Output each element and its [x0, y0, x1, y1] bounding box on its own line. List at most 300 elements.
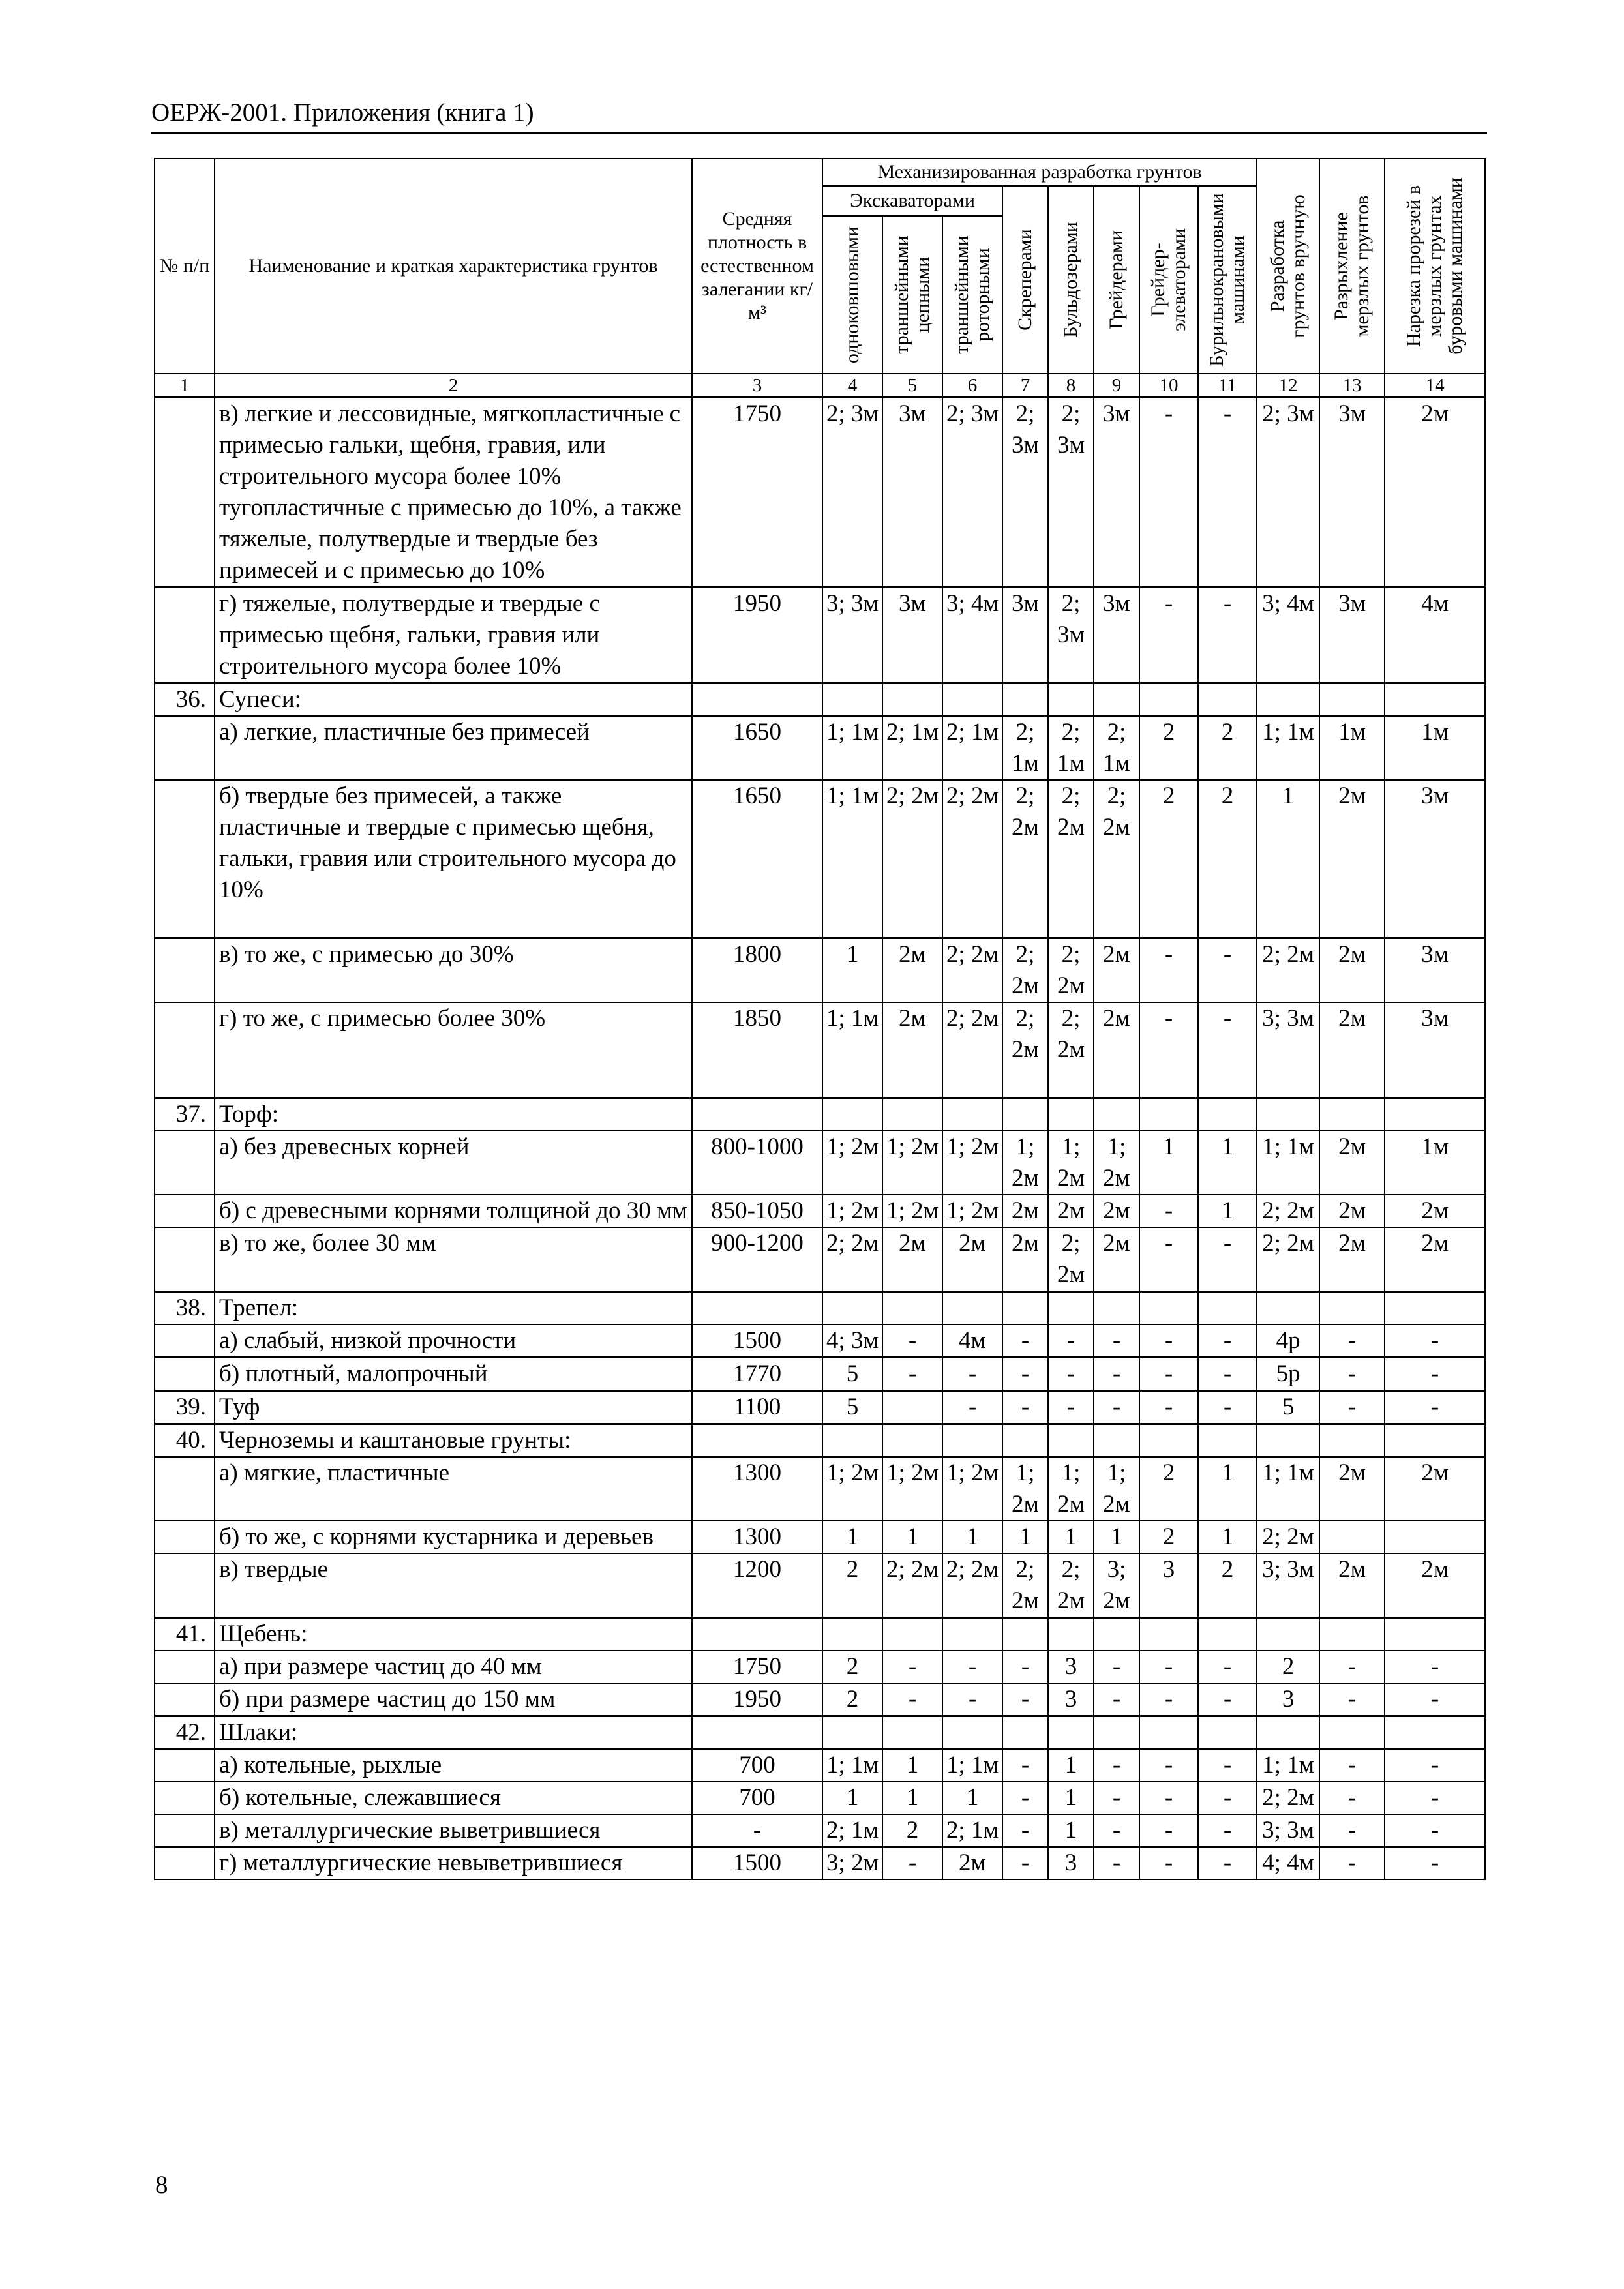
category-value: -: [1139, 398, 1198, 588]
category-value: -: [882, 1683, 942, 1716]
category-value: -: [1319, 1749, 1385, 1782]
soil-name: а) мягкие, пластичные: [215, 1457, 692, 1521]
category-value: -: [942, 1683, 1002, 1716]
category-value: 1; 2м: [822, 1195, 882, 1227]
category-value: 1; 1м: [942, 1749, 1002, 1782]
head-grader-elevators: Грейдер-элеваторами: [1139, 186, 1198, 374]
category-value: 1: [822, 1521, 882, 1553]
category-value: -: [1385, 1814, 1485, 1847]
table-row: [155, 1424, 1485, 1458]
row-number: [155, 1553, 215, 1618]
density-value: 1950: [692, 1683, 822, 1716]
col-number: 5: [882, 374, 942, 398]
category-value: -: [1385, 1847, 1485, 1879]
category-value: [1319, 1618, 1385, 1651]
category-value: 1; 2м: [822, 1457, 882, 1521]
head-graders: Грейдерами: [1094, 186, 1139, 374]
category-value: 2; 2м: [1257, 1521, 1319, 1553]
row-number: 41.: [155, 1618, 215, 1651]
head-cutting: Нарезка прорезей в мерзлых грунтах буровыми машинами: [1385, 158, 1485, 374]
density-value: [692, 1716, 822, 1750]
category-value: 2м: [1385, 1195, 1485, 1227]
category-value: -: [1385, 1651, 1485, 1683]
category-value: [1257, 1424, 1319, 1458]
category-value: [1048, 1098, 1094, 1131]
category-value: -: [1094, 1782, 1139, 1814]
category-value: [1048, 683, 1094, 717]
category-value: [882, 1716, 942, 1750]
category-value: 1: [1139, 1131, 1198, 1195]
table-row: [155, 716, 1485, 780]
density-value: [692, 1618, 822, 1651]
category-value: [822, 683, 882, 717]
category-value: [882, 1424, 942, 1458]
category-value: 3м: [1385, 780, 1485, 938]
category-value: 2; 2м: [942, 938, 1002, 1003]
category-value: 3; 3м: [1257, 1002, 1319, 1098]
category-value: [1385, 1424, 1485, 1458]
category-value: 2м: [1385, 1227, 1485, 1292]
category-value: 1: [1048, 1814, 1094, 1847]
category-value: -: [1139, 1227, 1198, 1292]
row-number: [155, 1749, 215, 1782]
density-value: 1100: [692, 1391, 822, 1424]
category-value: -: [1002, 1683, 1048, 1716]
category-value: -: [1319, 1814, 1385, 1847]
soil-name: б) с древесными корнями толщиной до 30 мм: [215, 1195, 692, 1227]
table-row: [155, 1391, 1485, 1424]
category-value: 2м: [1094, 938, 1139, 1003]
soil-name: Трепел:: [215, 1292, 692, 1325]
category-value: 2м: [1385, 1553, 1485, 1618]
category-value: 2м: [882, 938, 942, 1003]
category-value: 1; 2м: [1002, 1131, 1048, 1195]
category-value: [1139, 1618, 1198, 1651]
soil-name: г) тяжелые, полутвердые и твердые с примесью щебня, гальки, гравия или строительного мусора более 10%: [215, 588, 692, 683]
category-value: -: [882, 1324, 942, 1358]
category-value: 1: [1048, 1521, 1094, 1553]
density-value: 800-1000: [692, 1131, 822, 1195]
table-row: [155, 1521, 1485, 1553]
running-header: ОЕРЖ-2001. Приложения (книга 1): [151, 98, 534, 127]
category-value: [1048, 1618, 1094, 1651]
soil-name: Супеси:: [215, 683, 692, 717]
category-value: 1; 1м: [822, 1002, 882, 1098]
category-value: [822, 1098, 882, 1131]
category-value: 2; 1м: [1048, 716, 1094, 780]
density-value: 1950: [692, 588, 822, 683]
category-value: 2: [1139, 780, 1198, 938]
table-row: [155, 1553, 1485, 1618]
category-value: -: [1002, 1324, 1048, 1358]
soil-name: в) легкие и лессовидные, мягкопластичные с примесью гальки, щебня, гравия, или строительного мусора более 10% тугопластичные с примесью до 10%, а также тяжелые, полутвердые и твердые без примесей и с примесью до 10%: [215, 398, 692, 588]
category-value: [1002, 1716, 1048, 1750]
category-value: [1002, 1098, 1048, 1131]
table-row: [155, 1324, 1485, 1358]
category-value: 2м: [1002, 1195, 1048, 1227]
category-value: 3м: [882, 588, 942, 683]
category-value: -: [1002, 1847, 1048, 1879]
soil-name: б) при размере частиц до 150 мм: [215, 1683, 692, 1716]
soil-name: а) котельные, рыхлые: [215, 1749, 692, 1782]
soil-name: б) то же, с корнями кустарника и деревьев: [215, 1521, 692, 1553]
category-value: -: [1198, 588, 1257, 683]
category-value: 3м: [1094, 588, 1139, 683]
category-value: [822, 1292, 882, 1325]
row-number: [155, 1131, 215, 1195]
category-value: -: [1048, 1391, 1094, 1424]
category-value: 1: [1198, 1131, 1257, 1195]
category-value: 3м: [1319, 588, 1385, 683]
category-value: 3; 3м: [822, 588, 882, 683]
category-value: [1002, 683, 1048, 717]
category-value: 4; 4м: [1257, 1847, 1319, 1879]
category-value: 3: [1048, 1847, 1094, 1879]
category-value: [1257, 683, 1319, 717]
category-value: -: [882, 1651, 942, 1683]
category-value: [1139, 1424, 1198, 1458]
category-value: [1385, 1098, 1485, 1131]
category-value: 2м: [1319, 780, 1385, 938]
category-value: [1198, 1716, 1257, 1750]
category-value: -: [942, 1391, 1002, 1424]
category-value: 2: [1139, 1457, 1198, 1521]
category-value: 1; 2м: [1002, 1457, 1048, 1521]
category-value: [1257, 1292, 1319, 1325]
category-value: 3: [1257, 1683, 1319, 1716]
category-value: -: [1139, 1391, 1198, 1424]
category-value: 2; 3м: [1002, 398, 1048, 588]
category-value: 2: [1198, 1553, 1257, 1618]
category-value: 2; 2м: [1048, 1553, 1094, 1618]
category-value: -: [1198, 1814, 1257, 1847]
head-name: Наименование и краткая характеристика грунтов: [215, 158, 692, 374]
row-number: [155, 1324, 215, 1358]
table-row: [155, 1098, 1485, 1131]
head-single-bucket: одноковшовыми: [822, 216, 882, 374]
category-value: 2; 2м: [1048, 1002, 1094, 1098]
category-value: -: [1002, 1814, 1048, 1847]
col-number: 6: [942, 374, 1002, 398]
category-value: [1139, 1716, 1198, 1750]
category-value: 2; 2м: [1257, 1195, 1319, 1227]
density-value: 1650: [692, 716, 822, 780]
category-value: 1; 1м: [1257, 1749, 1319, 1782]
category-value: 1; 2м: [882, 1457, 942, 1521]
category-value: [1139, 683, 1198, 717]
category-value: [942, 1292, 1002, 1325]
category-value: [1139, 1098, 1198, 1131]
category-value: 2м: [1319, 1553, 1385, 1618]
head-manual: Разработка грунтов вручную: [1257, 158, 1319, 374]
category-value: 2; 2м: [1257, 1227, 1319, 1292]
category-value: 3; 4м: [942, 588, 1002, 683]
category-value: -: [1198, 1324, 1257, 1358]
category-value: 3; 4м: [1257, 588, 1319, 683]
category-value: 5р: [1257, 1358, 1319, 1391]
category-value: 5: [822, 1391, 882, 1424]
row-number: [155, 398, 215, 588]
category-value: 1; 2м: [1048, 1131, 1094, 1195]
density-value: 850-1050: [692, 1195, 822, 1227]
category-value: -: [1385, 1391, 1485, 1424]
category-value: 2; 1м: [882, 716, 942, 780]
category-value: 1; 2м: [942, 1131, 1002, 1195]
row-number: [155, 716, 215, 780]
table-row: [155, 1847, 1485, 1879]
category-value: 3; 3м: [1257, 1814, 1319, 1847]
category-value: 3; 2м: [822, 1847, 882, 1879]
row-number: 36.: [155, 683, 215, 717]
density-value: 1650: [692, 780, 822, 938]
soil-name: Шлаки:: [215, 1716, 692, 1750]
category-value: -: [1385, 1358, 1485, 1391]
category-value: -: [1139, 1324, 1198, 1358]
category-value: 3: [1139, 1553, 1198, 1618]
category-value: 2: [822, 1651, 882, 1683]
category-value: -: [1094, 1391, 1139, 1424]
category-value: 2; 2м: [1048, 1227, 1094, 1292]
category-value: 2м: [1319, 1457, 1385, 1521]
category-value: -: [1094, 1749, 1139, 1782]
header-rule: [151, 132, 1487, 134]
row-number: [155, 1195, 215, 1227]
category-value: 2; 3м: [822, 398, 882, 588]
category-value: 2; 2м: [1257, 938, 1319, 1003]
category-value: -: [1094, 1814, 1139, 1847]
category-value: 3м: [1319, 398, 1385, 588]
category-value: 1; 1м: [822, 780, 882, 938]
category-value: 3м: [1094, 398, 1139, 588]
category-value: 2м: [1319, 1227, 1385, 1292]
category-value: -: [1048, 1358, 1094, 1391]
category-value: 1; 2м: [1094, 1131, 1139, 1195]
category-value: [1319, 1716, 1385, 1750]
category-value: [1094, 1618, 1139, 1651]
category-value: -: [1094, 1847, 1139, 1879]
category-value: -: [882, 1847, 942, 1879]
category-value: [822, 1424, 882, 1458]
soil-name: а) легкие, пластичные без примесей: [215, 716, 692, 780]
category-value: 1: [1257, 780, 1319, 938]
category-value: -: [1319, 1651, 1385, 1683]
category-value: [1319, 1424, 1385, 1458]
category-value: [1002, 1292, 1048, 1325]
category-value: [942, 1098, 1002, 1131]
table-row: [155, 1814, 1485, 1847]
page-number: 8: [155, 2171, 168, 2199]
category-value: [882, 1098, 942, 1131]
col-number: 7: [1002, 374, 1048, 398]
category-value: 1: [1048, 1782, 1094, 1814]
table-row: [155, 1618, 1485, 1651]
category-value: [1094, 683, 1139, 717]
category-value: -: [1319, 1847, 1385, 1879]
table-row: [155, 1749, 1485, 1782]
row-number: [155, 1227, 215, 1292]
col-number: 4: [822, 374, 882, 398]
col-number: 14: [1385, 374, 1485, 398]
density-value: 1500: [692, 1847, 822, 1879]
row-number: [155, 1651, 215, 1683]
category-value: 2м: [1048, 1195, 1094, 1227]
table-body: [155, 398, 1485, 1880]
category-value: 2; 2м: [1002, 1553, 1048, 1618]
table-row: [155, 1227, 1485, 1292]
category-value: 1: [882, 1521, 942, 1553]
category-value: 1: [1048, 1749, 1094, 1782]
table-row: [155, 683, 1485, 717]
row-number: [155, 938, 215, 1003]
table-head: [155, 158, 1485, 398]
head-density: Средняя плотность в естественном залегании кг/м³: [692, 158, 822, 374]
category-value: -: [942, 1358, 1002, 1391]
head-no: № п/п: [155, 158, 215, 374]
category-value: 2; 2м: [1257, 1782, 1319, 1814]
category-value: 1: [1198, 1457, 1257, 1521]
category-value: 2; 2м: [1002, 780, 1048, 938]
category-value: 2; 3м: [942, 398, 1002, 588]
density-value: [692, 1292, 822, 1325]
row-number: [155, 1782, 215, 1814]
category-value: 2; 2м: [822, 1227, 882, 1292]
category-value: -: [1048, 1324, 1094, 1358]
density-value: 700: [692, 1749, 822, 1782]
category-value: [1385, 1618, 1485, 1651]
category-value: 3м: [882, 398, 942, 588]
category-value: -: [1319, 1782, 1385, 1814]
category-value: 2; 2м: [942, 780, 1002, 938]
col-number: 1: [155, 374, 215, 398]
category-value: 2м: [1094, 1002, 1139, 1098]
category-value: [1198, 1098, 1257, 1131]
soil-name: в) металлургические выветрившиеся: [215, 1814, 692, 1847]
category-value: 4м: [942, 1324, 1002, 1358]
col-number: 2: [215, 374, 692, 398]
category-value: [1257, 1618, 1319, 1651]
category-value: [1319, 1292, 1385, 1325]
soil-name: Торф:: [215, 1098, 692, 1131]
row-number: 38.: [155, 1292, 215, 1325]
category-value: 2: [822, 1683, 882, 1716]
category-value: [1048, 1716, 1094, 1750]
category-value: -: [1139, 1195, 1198, 1227]
density-value: 1800: [692, 938, 822, 1003]
head-excavators: Экскаваторами: [822, 186, 1002, 216]
category-value: -: [1139, 1683, 1198, 1716]
category-value: [882, 1391, 942, 1424]
row-number: [155, 1847, 215, 1879]
category-value: 1; 2м: [882, 1195, 942, 1227]
category-value: -: [1094, 1358, 1139, 1391]
table-row: [155, 1457, 1485, 1521]
category-value: -: [1319, 1358, 1385, 1391]
col-number: 3: [692, 374, 822, 398]
category-value: [1319, 1098, 1385, 1131]
density-value: 1750: [692, 1651, 822, 1683]
row-number: 39.: [155, 1391, 215, 1424]
category-value: 1; 1м: [1257, 1131, 1319, 1195]
density-value: 1770: [692, 1358, 822, 1391]
soil-name: а) при размере частиц до 40 мм: [215, 1651, 692, 1683]
category-value: -: [1385, 1749, 1485, 1782]
category-value: 2: [1198, 716, 1257, 780]
head-loosening: Разрыхление мерзлых грунтов: [1319, 158, 1385, 374]
col-number: 13: [1319, 374, 1385, 398]
col-number: 10: [1139, 374, 1198, 398]
category-value: 1; 2м: [1094, 1457, 1139, 1521]
category-value: 2м: [1094, 1195, 1139, 1227]
table-row: [155, 1131, 1485, 1195]
density-value: [692, 1424, 822, 1458]
category-value: 2: [1198, 780, 1257, 938]
category-value: [1319, 683, 1385, 717]
row-number: 37.: [155, 1098, 215, 1131]
category-value: 2м: [1002, 1227, 1048, 1292]
category-value: [882, 1292, 942, 1325]
category-value: 3: [1048, 1651, 1094, 1683]
category-value: 1: [1002, 1521, 1048, 1553]
category-value: -: [1319, 1683, 1385, 1716]
category-value: -: [1198, 1002, 1257, 1098]
category-value: -: [1198, 1782, 1257, 1814]
density-value: [692, 1098, 822, 1131]
category-value: 5: [1257, 1391, 1319, 1424]
category-value: -: [1094, 1683, 1139, 1716]
density-value: -: [692, 1814, 822, 1847]
category-value: 1: [1198, 1521, 1257, 1553]
category-value: [1094, 1716, 1139, 1750]
category-value: [1385, 1716, 1485, 1750]
table-row: [155, 1651, 1485, 1683]
category-value: 1м: [1385, 716, 1485, 780]
category-value: -: [1002, 1391, 1048, 1424]
category-value: 2; 1м: [1002, 716, 1048, 780]
soil-name: Щебень:: [215, 1618, 692, 1651]
category-value: -: [1139, 1651, 1198, 1683]
density-value: 1500: [692, 1324, 822, 1358]
category-value: -: [1139, 1749, 1198, 1782]
category-value: 2; 1м: [942, 1814, 1002, 1847]
category-value: -: [1002, 1749, 1048, 1782]
row-number: 42.: [155, 1716, 215, 1750]
table-row: [155, 1683, 1485, 1716]
category-value: 2м: [1319, 938, 1385, 1003]
category-value: 2; 3м: [1048, 588, 1094, 683]
row-number: [155, 1683, 215, 1716]
category-value: 1; 1м: [1257, 1457, 1319, 1521]
table-row: [155, 1358, 1485, 1391]
category-value: [1048, 1424, 1094, 1458]
category-value: 2: [1139, 716, 1198, 780]
category-value: [1319, 1521, 1385, 1553]
col-number: 11: [1198, 374, 1257, 398]
category-value: 4р: [1257, 1324, 1319, 1358]
category-value: 5: [822, 1358, 882, 1391]
category-value: [1002, 1424, 1048, 1458]
density-value: 1850: [692, 1002, 822, 1098]
category-value: [1094, 1098, 1139, 1131]
category-value: 2м: [1319, 1131, 1385, 1195]
category-value: 1; 1м: [822, 1749, 882, 1782]
category-value: [1198, 1618, 1257, 1651]
category-value: 2; 2м: [942, 1553, 1002, 1618]
table-row: [155, 1782, 1485, 1814]
category-value: 2: [822, 1553, 882, 1618]
category-value: [942, 1424, 1002, 1458]
category-value: 3м: [1385, 938, 1485, 1003]
category-value: -: [1198, 1391, 1257, 1424]
